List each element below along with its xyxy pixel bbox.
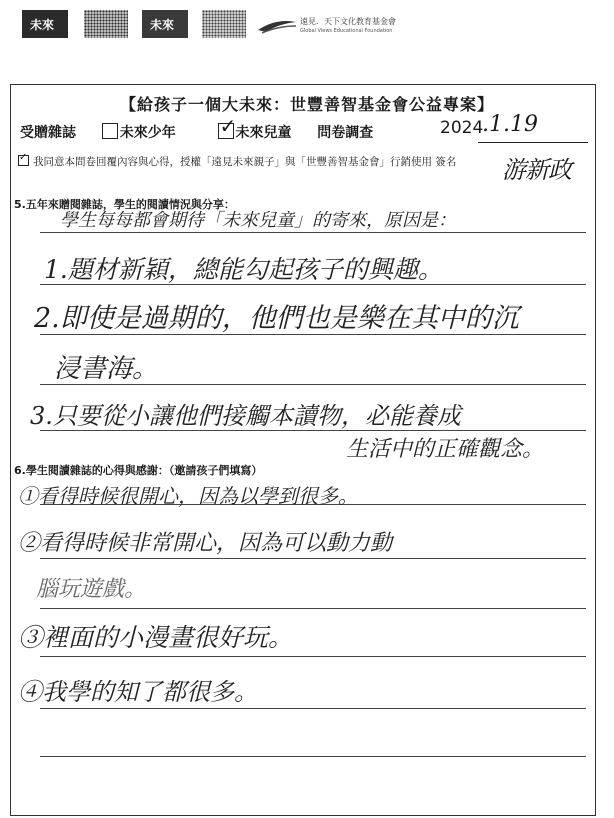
foundation-name: 遠見．天下文化教育基金會	[300, 17, 396, 26]
ruled-line	[40, 232, 586, 233]
sponsor-stamp	[22, 10, 68, 38]
ruled-line	[40, 558, 586, 559]
ruled-line	[40, 430, 586, 431]
ruled-line	[40, 608, 586, 609]
magazine-row	[20, 114, 374, 142]
ruled-line	[40, 284, 586, 285]
q6-answer-line: ①看得時候很開心，因為以學到很多。	[18, 484, 358, 508]
signature: 游新政	[502, 156, 571, 184]
foundation-name-en: Global Views Educational Foundation	[300, 28, 393, 34]
ruled-line	[40, 384, 586, 385]
q5-answer-line: 學生每每都會期待「未來兒童」的寄來，原因是：	[60, 210, 456, 231]
q6-answer-line: ④我學的知了都很多。	[18, 678, 258, 706]
sponsor-stamp-text: 未來	[30, 18, 55, 32]
survey-label: 問卷調查	[317, 125, 374, 141]
foundation-logo	[256, 16, 516, 42]
date-handwritten: .1.19	[482, 112, 538, 137]
q6-answer-line: ②看得時候非常開心，因為可以動力動	[18, 531, 393, 556]
q6-label: 6.學生閱讀雜誌的心得與感謝：（邀請孩子們填寫）	[14, 464, 263, 477]
q5-answer-line: 1.題材新穎，總能勾起孩子的興趣。	[44, 255, 443, 284]
option1-checkbox[interactable]	[102, 123, 118, 139]
form-title: 【給孩子一個大未來：世豐善智基金會公益專案】	[119, 95, 494, 114]
option1-label: 未來少年	[119, 125, 176, 141]
magazine-label: 受贈雜誌	[20, 125, 76, 141]
q5-answer-line: 生活中的正確觀念。	[346, 437, 545, 462]
q5-answer-line: 2.即使是過期的，他們也是樂在其中的沉	[34, 303, 519, 334]
date-underline	[478, 142, 588, 143]
sponsor-stamp-text: 未來	[150, 18, 175, 32]
consent-checkbox[interactable]	[18, 155, 29, 166]
q6-answer-line: ③裡面的小漫畫很好玩。	[18, 623, 294, 652]
option2-label: 未來兒童	[235, 125, 292, 141]
option2-checkbox[interactable]	[218, 114, 237, 139]
date-print: 2024	[440, 118, 484, 138]
sponsor-stamp	[84, 10, 128, 38]
q5-answer-line: 3.只要從小讓他們接觸本讀物，必能養成	[30, 402, 461, 430]
consent-row	[18, 154, 456, 169]
q5-answer-line: 浸書海。	[54, 354, 159, 384]
foundation-logo-icon	[256, 16, 298, 36]
q6-answer-line: 腦玩遊戲。	[36, 577, 147, 602]
header-logos	[0, 6, 614, 40]
consent-text: 我同意本問卷回覆內容與心得，授權「遠見未來親子」與「世豐善智基金會」行銷使用 簽名	[33, 156, 457, 168]
ruled-line	[40, 756, 586, 757]
ruled-line	[40, 708, 586, 709]
ruled-line	[40, 656, 586, 657]
check-mark-icon: ✓	[219, 114, 237, 138]
sponsor-stamp	[142, 10, 188, 38]
ruled-line	[40, 334, 586, 335]
q5-label: 5.五年來贈閱雜誌，學生的閱讀情況與分享：	[14, 198, 235, 211]
sponsor-stamp	[202, 10, 246, 38]
